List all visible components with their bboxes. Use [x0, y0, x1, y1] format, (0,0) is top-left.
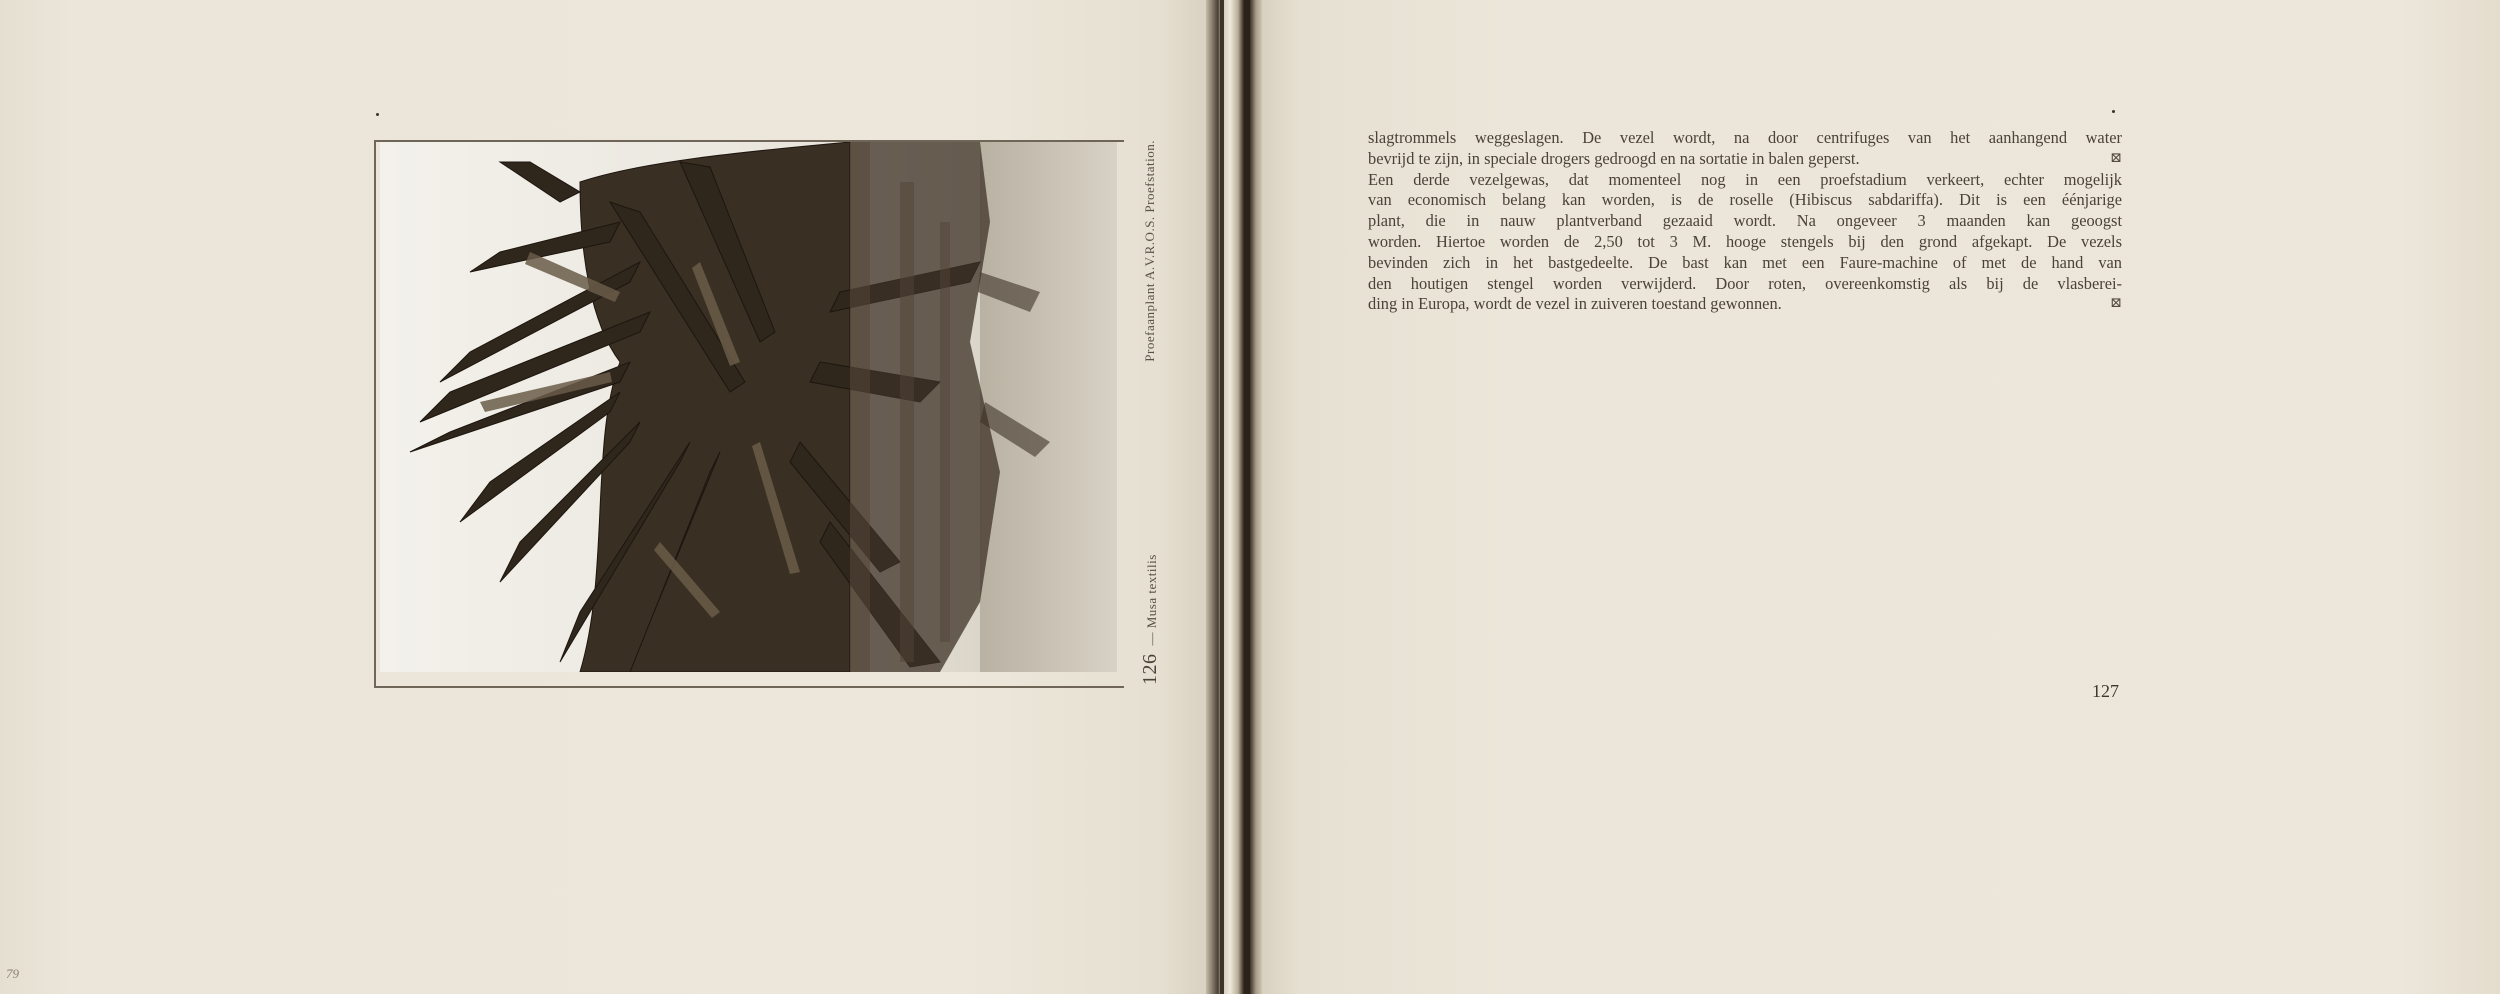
- paragraph-end-icon: ⊠: [2110, 296, 2122, 312]
- caption-credit: Proefaanplant A.V.R.O.S. Proefstation.: [1142, 140, 1157, 362]
- caption-title: — Musa textilis: [1143, 554, 1159, 646]
- text-line-content: bevrijd te zijn, in speciale drogers gedroogd en na sortatie in balen geperst.: [1368, 148, 1860, 168]
- book-gutter: [1206, 0, 1262, 994]
- text-line: Een derde vezelgewas, dat momenteel nog in een proefstadium verkeert, echter mogelijk: [1368, 169, 2122, 189]
- pencil-mark: 79: [6, 966, 19, 981]
- text-line: bevinden zich in het bastgedeelte. De bast kan met een Faure-machine of met de hand van: [1368, 252, 2122, 272]
- text-line: plant, die in nauw plantverband gezaaid wordt. Na ongeveer 3 maanden kan geoogst: [1368, 211, 2122, 231]
- gutter-shadow: [1244, 0, 1250, 994]
- page-number: 127: [2092, 681, 2119, 701]
- gutter-shadow: [1220, 0, 1224, 994]
- caption-left: [1139, 554, 1162, 685]
- ink-speck: [376, 113, 379, 116]
- text-line: van economisch belang kan worden, is de roselle (Hibiscus sabdariffa). Dit is een éénjarige: [1368, 190, 2122, 210]
- text-line: slagtrommels weggeslagen. De vezel wordt, na door centrifuges van het aanhangend water: [1368, 128, 2122, 147]
- text-line: den houtigen stengel worden verwijderd. Door roten, overeenkomstig als bij de vlasberei-: [1368, 273, 2122, 293]
- plate-number: 126: [1138, 653, 1161, 685]
- text-line: [1368, 149, 2122, 170]
- plantation-photo: [380, 142, 1117, 672]
- banana-plants-image: [380, 142, 1117, 672]
- ink-speck: [2112, 110, 2115, 113]
- paragraph-end-icon: ⊠: [2110, 150, 2122, 166]
- text-line: worden. Hiertoe worden de 2,50 tot 3 M. hooge stengels bij den grond afgekapt. De vezels: [1368, 231, 2122, 251]
- body-text: [1368, 128, 2122, 315]
- text-line-content: ding in Europa, wordt de vezel in zuiveren toestand gewonnen.: [1368, 294, 1782, 314]
- text-line: [1368, 294, 2122, 315]
